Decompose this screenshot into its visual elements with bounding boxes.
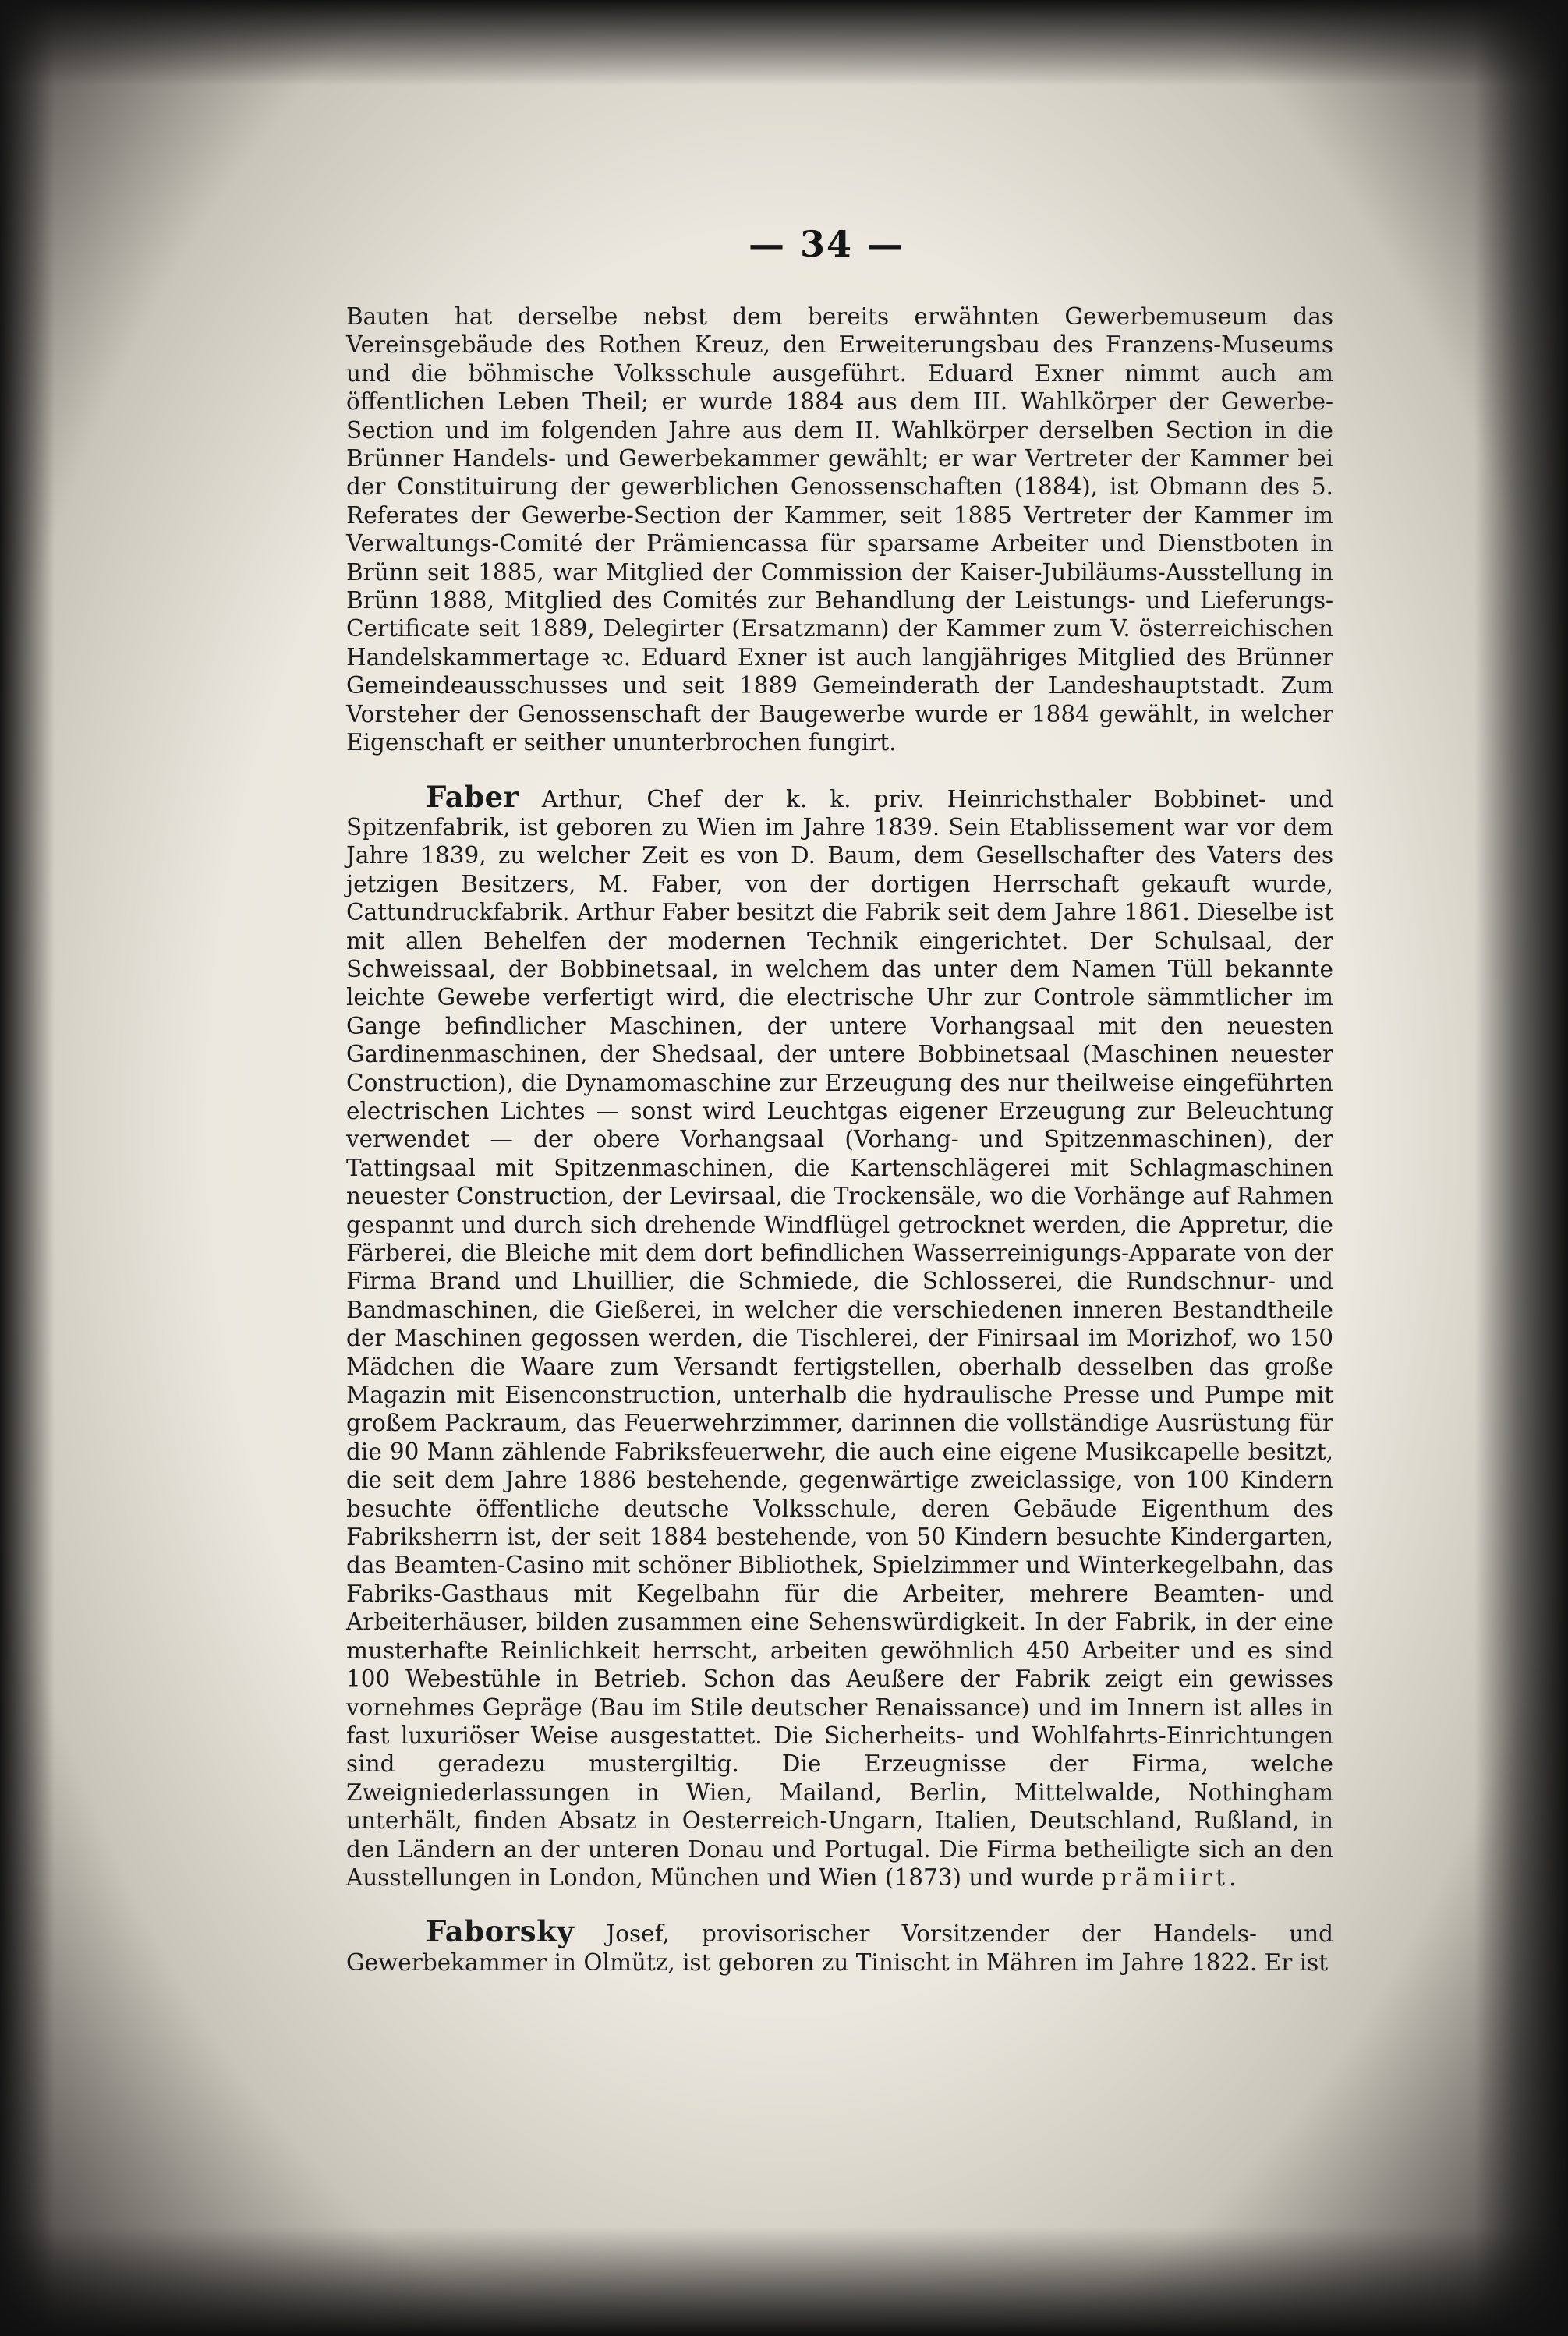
scan-edge-bottom [0,2227,1568,2336]
entry-surname: Faber [426,779,519,814]
entry-surname: Faborsky [426,1914,575,1949]
scan-edge-left [0,0,55,2336]
intro-paragraph: Bauten hat derselbe nebst dem bereits erwähnten Gewerbemuseum das Vereinsgebäude des Rothen Kreuz, den Erweiterungsbau des Franzens-Museums und die böhmische Volksschule ausgeführt. Eduard Exner nimmt auch am öffentlichen Leben Theil; er wurde 1884 aus dem III. Wahlkörper der Gewerbe-Section und im folgenden Jahre aus dem II. Wahlkörper derselben Section in die Brünner Handels- und Gewerbekammer gewählt; er war Vertreter der Kammer bei der Constituirung der gewerblichen Genossenschaften (1884), ist Obmann des 5. Referates der Gewerbe-Section der Kammer, seit 1885 Vertreter der Kammer im Verwaltungs-Comité der Prämiencassa für sparsame Arbeiter und Dienstboten in Brünn seit 1885, war Mitglied der Commission der Kaiser-Jubiläums-Ausstellung in Brünn 1888, Mitglied des Comités zur Behandlung der Leistungs- und Lieferungs-Certificate seit 1889, Delegirter (Ersatzmann) der Kammer zum V. österreichischen Handelskammertage ꝛc. Eduard Exner ist auch langjähriges Mitglied des Brünner Gemeindeausschusses und seit 1889 Gemeinderath der Landeshauptstadt. Zum Vorsteher der Genossenschaft der Baugewerbe wurde er 1884 gewählt, in welcher Eigenschaft er seither ununterbrochen fungirt. [346,303,1333,756]
page-number: — 34 — [748,223,905,265]
entry-text: Arthur, Chef der k. k. priv. Heinrichsthaler Bobbinet- und Spitzenfabrik, ist geboren zu Wien im Jahre 1839. Sein Etablissement war vor dem Jahre 1839, zu welcher Zeit es von D. Baum, dem Gesellschafter des Vaters des jetzigen Besitzers, M. Faber, von der dortigen Herrschaft gekauft wurde, Cattundruckfabrik. Arthur Faber besitzt die Fabrik seit dem Jahre 1861. Dieselbe ist mit allen Behelfen der modernen Technik eingerichtet. Der Schulsaal, der Schweissaal, der Bobbinetsaal, in welchem das unter dem Namen Tüll bekannte leichte Gewebe verfertigt wird, die electrische Uhr zur Controle sämmtlicher im Gange befindlicher Maschinen, der untere Vorhangsaal mit den neuesten Gardinenmaschinen, der Shedsaal, der untere Bobbinetsaal (Maschinen neuester Construction), die Dynamomaschine zur Erzeugung des nur theilweise eingeführten electrischen Lichtes — sonst wird Leuchtgas eigener Erzeugung zur Beleuchtung verwendet — der obere Vorhangsaal (Vorhang- und Spitzenmaschinen), der Tattingsaal mit Spitzenmaschinen, die Kartenschlägerei mit Schlagmaschinen neuester Construction, der Levirsaal, die Trockensäle, wo die Vorhänge auf Rahmen gespannt und durch sich drehende Windflügel getrocknet werden, die Appretur, die Färberei, die Bleiche mit dem dort befindlichen Wasserreinigungs-Apparate von der Firma Brand und Lhuillier, die Schmiede, die Schlosserei, die Rundschnur- und Bandmaschinen, die Gießerei, in welcher die verschiedenen inneren Bestandtheile der Maschinen gegossen werden, die Tischlerei, der Finirsaal im Morizhof, wo 150 Mädchen die Waare zum Versandt fertigstellen, oberhalb desselben das große Magazin mit Eisenconstruction, unterhalb die hydraulische Presse und Pumpe mit großem Packraum, das Feuerwehrzimmer, darinnen die vollständige Ausrüstung für die 90 Mann zählende Fabriksfeuerwehr, die auch eine eigene Musikcapelle besitzt, die seit dem Jahre 1886 bestehende, gegenwärtige zweiclassige, von 100 Kindern besuchte öffentliche deutsche Volksschule, deren Gebäude Eigenthum des Fabriksherrn ist, der seit 1884 bestehende, von 50 Kindern besuchte Kindergarten, das Beamten-Casino mit schöner Bibliothek, Spielzimmer und Winterkegelbahn, das Fabriks-Gasthaus mit Kegelbahn für die Arbeiter, mehrere Beamten- und Arbeiterhäuser, bilden zusammen eine Sehenswürdigkeit. In der Fabrik, in der eine musterhafte Reinlichkeit herrscht, arbeiten gewöhnlich 450 Arbeiter und es sind 100 Webestühle in Betrieb. Schon das Aeußere der Fabrik zeigt ein gewisses vornehmes Gepräge (Bau im Stile deutscher Renaissance) und im Innern ist alles in fast luxuriöser Weise ausgestattet. Die Sicherheits- und Wohlfahrts-Einrichtungen sind geradezu mustergiltig. Die Erzeugnisse der Firma, welche Zweigniederlassungen in Wien, Mailand, Berlin, Mittelwalde, Nothingham unterhält, finden Absatz in Oesterreich-Ungarn, Italien, Deutschland, Rußland, in den Ländern an der unteren Donau und Portugal. Die Firma betheiligte sich an den Ausstellungen in London, München und Wien (1873) und wurde [346,785,1333,1891]
scan-edge-right [1474,0,1568,2336]
entry-text: Josef, provisorischer Vorsitzender der Handels- und Gewerbekammer in Olmütz, ist geboren zu Tinischt in Mähren im Jahre 1822. Er ist [346,1920,1333,1976]
body-text [346,303,1333,1977]
entry-emphasis: prämiirt [1101,1863,1230,1891]
scan-edge-top [0,0,1568,86]
entry-faborsky [346,1914,1333,1977]
entry-text-end: . [1229,1863,1237,1891]
entry-faber [346,779,1333,1892]
